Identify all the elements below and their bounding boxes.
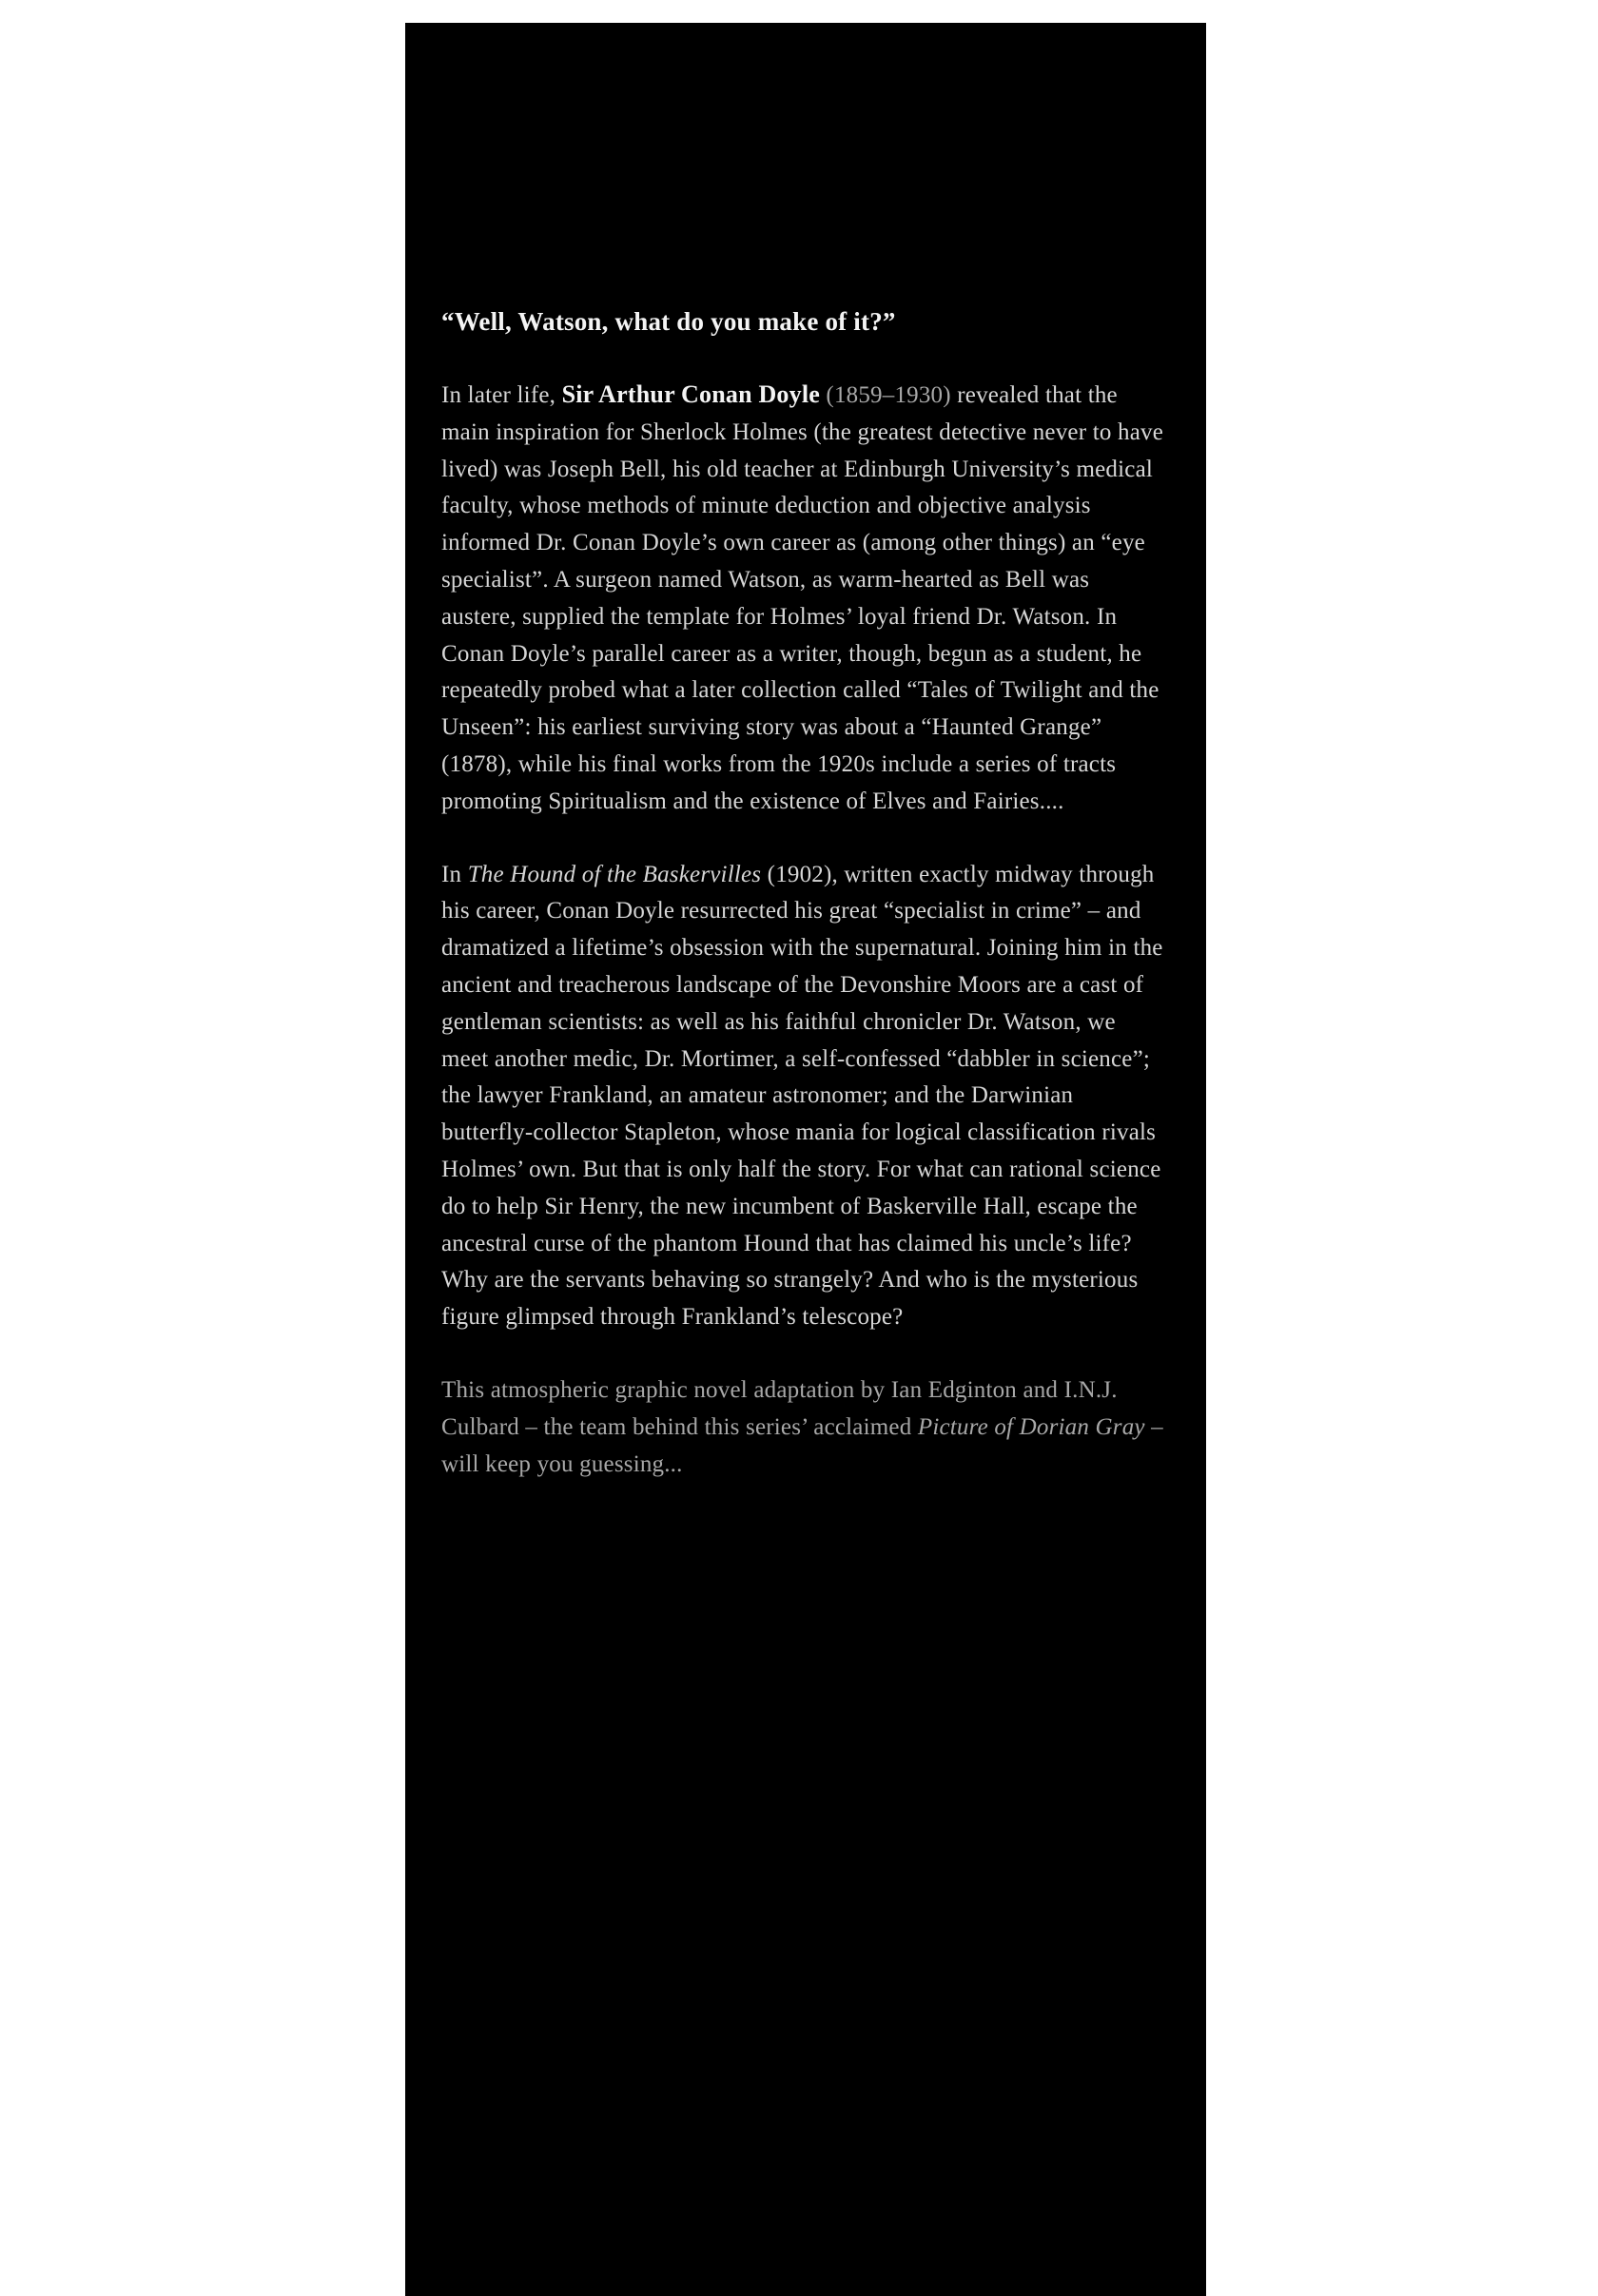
paragraph-3-intro: This atmospheric graphic novel adaptation by Ian Edginton and I.N.J. Culbard – the team behind this series’ acclaimed xyxy=(441,1376,1118,1440)
paragraph-adaptation-credits xyxy=(441,1372,1164,1483)
paragraph-1-intro: In later life, xyxy=(441,382,562,408)
blurb-text-block xyxy=(441,302,1164,1483)
paragraph-story-summary xyxy=(441,857,1164,1336)
book-title: The Hound of the Baskervilles xyxy=(467,861,762,887)
paragraph-3-body: – will keep you guessing... xyxy=(441,1413,1163,1477)
author-dates: (1859–1930) xyxy=(819,382,951,408)
headline-quote: “Well, Watson, what do you make of it?” xyxy=(441,307,896,336)
related-title: Picture of Dorian Gray xyxy=(917,1413,1145,1440)
paragraph-author-bio xyxy=(441,377,1164,821)
paragraph-2-intro: In xyxy=(441,861,468,887)
author-name: Sir Arthur Conan Doyle xyxy=(561,380,820,408)
paragraph-1-body: revealed that the main inspiration for Sherlock Holmes (the greatest detective never to have lived) was Joseph Bell, his old teacher at Edinburgh University’s medical faculty, whose methods of minute deduction and objective analysis informed Dr. Conan Doyle’s own career as (among other things) an “eye specialist”. A surgeon named Watson, as warm-hearted as Bell was austere, supplied the template for Holmes’ loyal friend Dr. Watson. In Conan Doyle’s parallel career as a writer, though, begun as a student, he repeatedly probed what a later collection called “Tales of Twilight and the Unseen”: his earliest surviving story was about a “Haunted Grange” (1878), while his final works from the 1920s include a series of tracts promoting Spiritualism and the existence of Elves and Fairies.... xyxy=(441,382,1163,814)
paragraph-2-body: (1902), written exactly midway through his career, Conan Doyle resurrected his great “specialist in crime” – and dramatized a lifetime’s obsession with the supernatural. Joining him in the ancient and treacherous landscape of the Devonshire Moors are a cast of gentleman scientists: as well as his faithful chronicler Dr. Watson, we meet another medic, Dr. Mortimer, a self-confessed “dabbler in science”; the lawyer Frankland, an amateur astronomer; and the Darwinian butterfly-collector Stapleton, whose mania for logical classification rivals Holmes’ own. But that is only half the story. For what can rational science do to help Sir Henry, the new incumbent of Baskerville Hall, escape the ancestral curse of the phantom Hound that has claimed his uncle’s life? Why are the servants behaving so strangely? And who is the mysterious figure glimpsed through Frankland’s telescope? xyxy=(441,861,1163,1331)
